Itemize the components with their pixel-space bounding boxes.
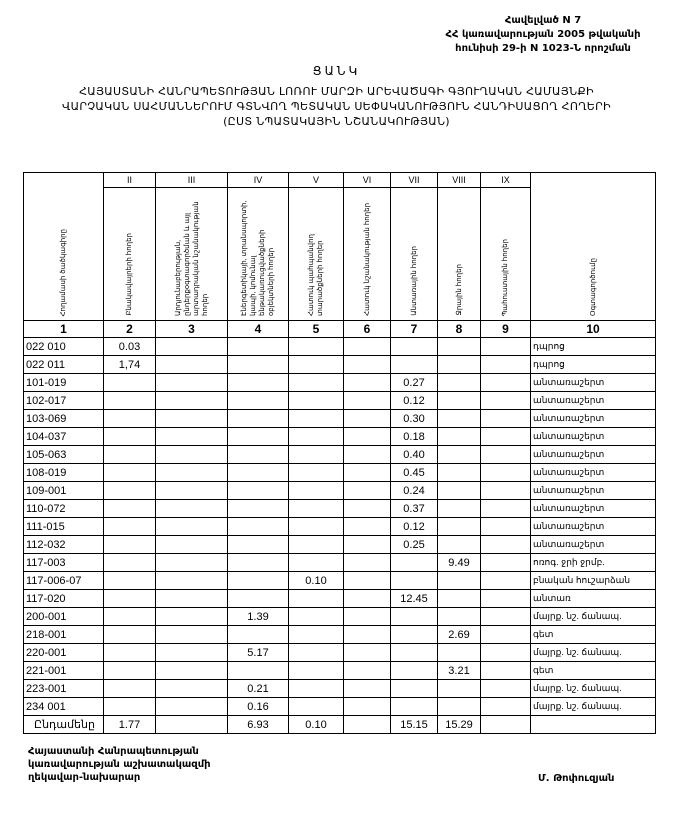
roman-numeral-header: VII bbox=[391, 173, 438, 188]
area-cell bbox=[438, 464, 481, 482]
area-cell: 2.69 bbox=[438, 626, 481, 644]
area-cell bbox=[104, 554, 156, 572]
area-cell bbox=[344, 356, 391, 374]
area-cell bbox=[289, 698, 344, 716]
column-header-text: Հատուկ նշանակության հողեր bbox=[363, 203, 371, 316]
column-number: 6 bbox=[344, 321, 391, 338]
column-header bbox=[24, 173, 104, 321]
area-cell bbox=[289, 554, 344, 572]
land-code-cell: 117-003 bbox=[24, 554, 104, 572]
area-cell bbox=[289, 428, 344, 446]
area-cell bbox=[289, 590, 344, 608]
total-cell: 6.93 bbox=[228, 716, 289, 734]
area-cell bbox=[228, 572, 289, 590]
total-cell bbox=[531, 716, 656, 734]
table-row bbox=[24, 626, 656, 644]
land-code-cell: 022 010 bbox=[24, 338, 104, 356]
area-cell bbox=[289, 500, 344, 518]
land-use-cell: բնական հուշարձան bbox=[531, 572, 656, 590]
area-cell bbox=[289, 482, 344, 500]
land-use-cell: անտառաշերտ bbox=[531, 464, 656, 482]
area-cell: 0.18 bbox=[391, 428, 438, 446]
land-use-cell: անտառ bbox=[531, 590, 656, 608]
area-cell: 1,74 bbox=[104, 356, 156, 374]
area-cell bbox=[344, 464, 391, 482]
area-cell bbox=[438, 590, 481, 608]
area-cell bbox=[438, 374, 481, 392]
area-cell: 0.30 bbox=[391, 410, 438, 428]
table-row bbox=[24, 374, 656, 392]
area-cell bbox=[289, 608, 344, 626]
area-cell: 0.24 bbox=[391, 482, 438, 500]
area-cell bbox=[391, 680, 438, 698]
column-header bbox=[391, 188, 438, 321]
area-cell bbox=[104, 608, 156, 626]
area-cell bbox=[228, 482, 289, 500]
signer-position bbox=[28, 745, 211, 784]
roman-numeral-header: V bbox=[289, 173, 344, 188]
land-use-cell: անտառաշերտ bbox=[531, 410, 656, 428]
area-cell bbox=[438, 608, 481, 626]
table-row bbox=[24, 608, 656, 626]
area-cell bbox=[391, 554, 438, 572]
document-title: ՑԱՆԿ bbox=[312, 64, 361, 78]
area-cell: 0.12 bbox=[391, 518, 438, 536]
total-row bbox=[24, 716, 656, 734]
land-code-cell: 112-032 bbox=[24, 536, 104, 554]
land-code-cell: 108-019 bbox=[24, 464, 104, 482]
total-cell: 15.29 bbox=[438, 716, 481, 734]
area-cell: 1.39 bbox=[228, 608, 289, 626]
area-cell bbox=[481, 662, 531, 680]
area-cell bbox=[228, 662, 289, 680]
area-cell: 0.45 bbox=[391, 464, 438, 482]
area-cell bbox=[438, 428, 481, 446]
area-cell bbox=[438, 482, 481, 500]
area-cell bbox=[156, 446, 228, 464]
land-code-cell: 220-001 bbox=[24, 644, 104, 662]
area-cell bbox=[228, 338, 289, 356]
area-cell bbox=[156, 356, 228, 374]
area-cell bbox=[289, 338, 344, 356]
area-cell bbox=[104, 680, 156, 698]
land-use-cell: ոռոգ. ջրի ջրմբ. bbox=[531, 554, 656, 572]
table-row bbox=[24, 644, 656, 662]
area-cell bbox=[481, 608, 531, 626]
area-cell bbox=[104, 446, 156, 464]
area-cell bbox=[344, 608, 391, 626]
area-cell bbox=[344, 338, 391, 356]
table-row bbox=[24, 392, 656, 410]
area-cell bbox=[391, 644, 438, 662]
area-cell bbox=[156, 482, 228, 500]
area-cell bbox=[481, 572, 531, 590]
column-header-text: Ջրային հողեր bbox=[455, 264, 463, 316]
area-cell bbox=[104, 464, 156, 482]
area-cell bbox=[104, 482, 156, 500]
area-cell bbox=[438, 536, 481, 554]
area-cell bbox=[289, 680, 344, 698]
area-cell bbox=[344, 518, 391, 536]
column-header-text: Արդյունաբերության, ընդերքօգտագործման և այլ արտադրական նշանակության հողեր bbox=[174, 201, 209, 316]
area-cell bbox=[344, 536, 391, 554]
annex-line-2: ՀՀ կառավարության 2005 թվականի bbox=[445, 29, 641, 40]
area-cell bbox=[228, 590, 289, 608]
land-use-cell: անտառաշերտ bbox=[531, 392, 656, 410]
land-code-cell: 117-006-07 bbox=[24, 572, 104, 590]
area-cell bbox=[156, 644, 228, 662]
land-code-cell: 117-020 bbox=[24, 590, 104, 608]
roman-numeral-header: II bbox=[104, 173, 156, 188]
area-cell bbox=[344, 590, 391, 608]
area-cell bbox=[481, 392, 531, 410]
area-cell bbox=[156, 410, 228, 428]
signer-position-line-2: կառավարության աշխատակազմի bbox=[28, 759, 211, 770]
document-subtitle-line-2: ՎԱՐՉԱԿԱՆ ՍԱՀՄԱՆՆԵՐՈՒՄ ԳՏՆՎՈՂ ՊԵՏԱԿԱՆ ՍԵՓԱԿԱՆՈՒԹՅՈՒՆ ՀԱՆԴԻՍԱՑՈՂ ՀՈՂԵՐԻ bbox=[62, 100, 611, 113]
area-cell: 3.21 bbox=[438, 662, 481, 680]
column-header bbox=[438, 188, 481, 321]
area-cell bbox=[481, 518, 531, 536]
area-cell bbox=[438, 680, 481, 698]
table-row bbox=[24, 356, 656, 374]
area-cell: 0.03 bbox=[104, 338, 156, 356]
area-cell bbox=[104, 392, 156, 410]
area-cell bbox=[156, 572, 228, 590]
total-cell: 0.10 bbox=[289, 716, 344, 734]
land-use-cell: անտառաշերտ bbox=[531, 446, 656, 464]
table-row bbox=[24, 518, 656, 536]
column-number: 10 bbox=[531, 321, 656, 338]
column-header bbox=[531, 173, 656, 321]
area-cell bbox=[156, 374, 228, 392]
area-cell bbox=[104, 662, 156, 680]
land-use-cell: դպրոց bbox=[531, 338, 656, 356]
area-cell bbox=[391, 626, 438, 644]
land-code-cell: 105-063 bbox=[24, 446, 104, 464]
land-code-cell: 221-001 bbox=[24, 662, 104, 680]
land-use-cell: անտառաշերտ bbox=[531, 518, 656, 536]
area-cell bbox=[391, 338, 438, 356]
area-cell bbox=[344, 446, 391, 464]
total-cell: Ընդամենը bbox=[24, 716, 104, 734]
document-subtitle-line-3: (ԸՍՏ ՆՊԱՏԱԿԱՅԻՆ ՆՇԱՆԱԿՈՒԹՅԱՆ) bbox=[223, 115, 450, 128]
area-cell bbox=[104, 572, 156, 590]
column-number: 1 bbox=[24, 321, 104, 338]
land-use-cell: մայրք. նշ. ճանապ. bbox=[531, 698, 656, 716]
area-cell bbox=[344, 626, 391, 644]
area-cell bbox=[228, 626, 289, 644]
column-header bbox=[156, 188, 228, 321]
area-cell bbox=[156, 662, 228, 680]
land-use-cell: անտառաշերտ bbox=[531, 536, 656, 554]
area-cell bbox=[481, 590, 531, 608]
area-cell bbox=[104, 536, 156, 554]
table-row bbox=[24, 446, 656, 464]
table-row bbox=[24, 428, 656, 446]
area-cell bbox=[481, 500, 531, 518]
column-header-text: Պահուստային հողեր bbox=[502, 238, 509, 316]
area-cell bbox=[156, 536, 228, 554]
table-row bbox=[24, 572, 656, 590]
land-use-cell: անտառաշերտ bbox=[531, 482, 656, 500]
area-cell bbox=[344, 500, 391, 518]
land-code-cell: 234 001 bbox=[24, 698, 104, 716]
signer-position-line-1: Հայաստանի Հանրապետության bbox=[28, 746, 199, 757]
area-cell bbox=[344, 410, 391, 428]
land-table bbox=[23, 172, 656, 734]
area-cell bbox=[104, 428, 156, 446]
area-cell bbox=[228, 356, 289, 374]
land-code-cell: 218-001 bbox=[24, 626, 104, 644]
area-cell bbox=[344, 572, 391, 590]
area-cell bbox=[344, 428, 391, 446]
area-cell bbox=[104, 518, 156, 536]
area-cell bbox=[438, 410, 481, 428]
total-cell bbox=[481, 716, 531, 734]
area-cell bbox=[481, 698, 531, 716]
land-code-cell: 104-037 bbox=[24, 428, 104, 446]
area-cell bbox=[156, 392, 228, 410]
roman-numeral-header: VIII bbox=[438, 173, 481, 188]
table-row bbox=[24, 680, 656, 698]
area-cell bbox=[289, 536, 344, 554]
area-cell bbox=[156, 464, 228, 482]
table-row bbox=[24, 464, 656, 482]
column-header bbox=[104, 188, 156, 321]
area-cell bbox=[156, 338, 228, 356]
column-header-text: Հողամասի ծածկագիրը bbox=[60, 228, 67, 316]
annex-reference bbox=[428, 14, 658, 56]
area-cell bbox=[228, 464, 289, 482]
column-number: 2 bbox=[104, 321, 156, 338]
area-cell bbox=[289, 626, 344, 644]
column-number: 4 bbox=[228, 321, 289, 338]
area-cell bbox=[104, 410, 156, 428]
land-use-cell: անտառաշերտ bbox=[531, 428, 656, 446]
table-row bbox=[24, 410, 656, 428]
area-cell: 0.12 bbox=[391, 392, 438, 410]
area-cell bbox=[289, 644, 344, 662]
land-code-cell: 102-017 bbox=[24, 392, 104, 410]
area-cell bbox=[289, 662, 344, 680]
area-cell bbox=[481, 356, 531, 374]
area-cell bbox=[289, 464, 344, 482]
table-row bbox=[24, 554, 656, 572]
area-cell bbox=[156, 518, 228, 536]
area-cell bbox=[289, 446, 344, 464]
table-row bbox=[24, 338, 656, 356]
area-cell bbox=[481, 446, 531, 464]
column-header-text: Էներգետիկայի, տրանսպորտի, կապի, կոմունալ ենթակառուցվածքների օբյեկտների հողեր bbox=[241, 200, 275, 316]
column-number: 5 bbox=[289, 321, 344, 338]
area-cell bbox=[344, 680, 391, 698]
roman-numeral-header: IX bbox=[481, 173, 531, 188]
area-cell bbox=[344, 392, 391, 410]
column-number: 3 bbox=[156, 321, 228, 338]
area-cell bbox=[481, 410, 531, 428]
document-title-block bbox=[0, 64, 673, 129]
table-row bbox=[24, 500, 656, 518]
land-code-cell: 103-069 bbox=[24, 410, 104, 428]
area-cell bbox=[344, 644, 391, 662]
table-row bbox=[24, 662, 656, 680]
column-header bbox=[344, 188, 391, 321]
area-cell: 0.40 bbox=[391, 446, 438, 464]
area-cell bbox=[156, 554, 228, 572]
area-cell bbox=[104, 644, 156, 662]
land-use-cell: անտառաշերտ bbox=[531, 500, 656, 518]
table-row bbox=[24, 482, 656, 500]
area-cell bbox=[481, 536, 531, 554]
land-use-cell: անտառաշերտ bbox=[531, 374, 656, 392]
column-number: 9 bbox=[481, 321, 531, 338]
column-header bbox=[289, 188, 344, 321]
area-cell bbox=[228, 554, 289, 572]
area-cell bbox=[228, 410, 289, 428]
land-use-cell: գետ bbox=[531, 626, 656, 644]
area-cell bbox=[391, 356, 438, 374]
area-cell bbox=[344, 662, 391, 680]
total-cell bbox=[344, 716, 391, 734]
roman-numeral-header: VI bbox=[344, 173, 391, 188]
area-cell bbox=[481, 482, 531, 500]
roman-header-row bbox=[24, 173, 656, 188]
total-cell bbox=[156, 716, 228, 734]
area-cell: 0.21 bbox=[228, 680, 289, 698]
area-cell: 0.16 bbox=[228, 698, 289, 716]
column-header-text: Անտառային հողեր bbox=[410, 246, 418, 316]
area-cell bbox=[228, 428, 289, 446]
area-cell bbox=[391, 698, 438, 716]
total-cell: 15.15 bbox=[391, 716, 438, 734]
area-cell bbox=[481, 428, 531, 446]
area-cell: 0.27 bbox=[391, 374, 438, 392]
roman-numeral-header: III bbox=[156, 173, 228, 188]
area-cell: 0.37 bbox=[391, 500, 438, 518]
land-code-cell: 022 011 bbox=[24, 356, 104, 374]
land-code-cell: 223-001 bbox=[24, 680, 104, 698]
area-cell bbox=[156, 608, 228, 626]
area-cell bbox=[104, 374, 156, 392]
area-cell bbox=[228, 392, 289, 410]
area-cell bbox=[481, 644, 531, 662]
area-cell bbox=[438, 644, 481, 662]
area-cell bbox=[481, 626, 531, 644]
area-cell bbox=[289, 392, 344, 410]
area-cell bbox=[344, 698, 391, 716]
table-row bbox=[24, 590, 656, 608]
area-cell bbox=[438, 356, 481, 374]
signer-position-line-3: ղեկավար-նախարար bbox=[28, 772, 141, 783]
annex-line-1: Հավելված N 7 bbox=[504, 15, 582, 26]
land-code-cell: 111-015 bbox=[24, 518, 104, 536]
land-code-cell: 101-019 bbox=[24, 374, 104, 392]
signer-name: Մ. Թոփուզյան bbox=[538, 773, 615, 784]
area-cell bbox=[438, 392, 481, 410]
area-cell bbox=[228, 518, 289, 536]
land-code-cell: 110-072 bbox=[24, 500, 104, 518]
area-cell bbox=[438, 338, 481, 356]
area-cell bbox=[228, 500, 289, 518]
table-row bbox=[24, 536, 656, 554]
area-cell bbox=[344, 374, 391, 392]
area-cell: 0.10 bbox=[289, 572, 344, 590]
area-cell bbox=[156, 680, 228, 698]
land-code-cell: 200-001 bbox=[24, 608, 104, 626]
area-cell bbox=[391, 608, 438, 626]
area-cell bbox=[104, 500, 156, 518]
area-cell bbox=[481, 680, 531, 698]
area-cell bbox=[438, 572, 481, 590]
document-subtitle-line-1: ՀԱՅԱՍՏԱՆԻ ՀԱՆՐԱՊԵՏՈՒԹՅԱՆ ԼՈՌՈՒ ՄԱՐԶԻ ԱՐԵՎԱԾԱԳԻ ԳՅՈՒՂԱԿԱՆ ՀԱՄԱՅՆՔԻ bbox=[79, 85, 594, 98]
area-cell bbox=[344, 554, 391, 572]
land-use-cell: գետ bbox=[531, 662, 656, 680]
area-cell bbox=[391, 572, 438, 590]
table-row bbox=[24, 698, 656, 716]
area-cell bbox=[104, 590, 156, 608]
area-cell bbox=[156, 698, 228, 716]
area-cell bbox=[228, 374, 289, 392]
area-cell bbox=[156, 626, 228, 644]
roman-numeral-header: IV bbox=[228, 173, 289, 188]
area-cell bbox=[481, 374, 531, 392]
area-cell bbox=[438, 500, 481, 518]
land-use-cell: մայրք. նշ. ճանապ. bbox=[531, 644, 656, 662]
area-cell bbox=[156, 428, 228, 446]
column-number: 7 bbox=[391, 321, 438, 338]
column-number-row bbox=[24, 321, 656, 338]
area-cell bbox=[289, 410, 344, 428]
land-use-cell: մայրք. նշ. ճանապ. bbox=[531, 608, 656, 626]
column-header bbox=[228, 188, 289, 321]
area-cell bbox=[228, 536, 289, 554]
area-cell: 12.45 bbox=[391, 590, 438, 608]
column-header-text: Օգտագործումը bbox=[589, 258, 597, 316]
area-cell bbox=[344, 482, 391, 500]
area-cell: 9.49 bbox=[438, 554, 481, 572]
area-cell bbox=[104, 626, 156, 644]
area-cell bbox=[438, 698, 481, 716]
area-cell bbox=[289, 374, 344, 392]
area-cell: 0.25 bbox=[391, 536, 438, 554]
annex-line-3: հունիսի 29-ի N 1023-Ն որոշման bbox=[455, 43, 631, 54]
area-cell: 5.17 bbox=[228, 644, 289, 662]
area-cell bbox=[156, 500, 228, 518]
column-header bbox=[481, 188, 531, 321]
column-header-text: Բնակավայրերի հողեր bbox=[126, 233, 133, 316]
area-cell bbox=[391, 662, 438, 680]
area-cell bbox=[481, 464, 531, 482]
area-cell bbox=[438, 518, 481, 536]
land-use-cell: մայրք. նշ. ճանապ. bbox=[531, 680, 656, 698]
area-cell bbox=[289, 356, 344, 374]
column-header-text: Հատուկ պահպանվող տարածքների հողեր bbox=[308, 234, 324, 316]
total-cell: 1.77 bbox=[104, 716, 156, 734]
land-code-cell: 109-001 bbox=[24, 482, 104, 500]
land-use-cell: դպրոց bbox=[531, 356, 656, 374]
area-cell bbox=[289, 518, 344, 536]
area-cell bbox=[104, 698, 156, 716]
column-number: 8 bbox=[438, 321, 481, 338]
area-cell bbox=[481, 554, 531, 572]
area-cell bbox=[438, 446, 481, 464]
area-cell bbox=[481, 338, 531, 356]
area-cell bbox=[156, 590, 228, 608]
area-cell bbox=[228, 446, 289, 464]
